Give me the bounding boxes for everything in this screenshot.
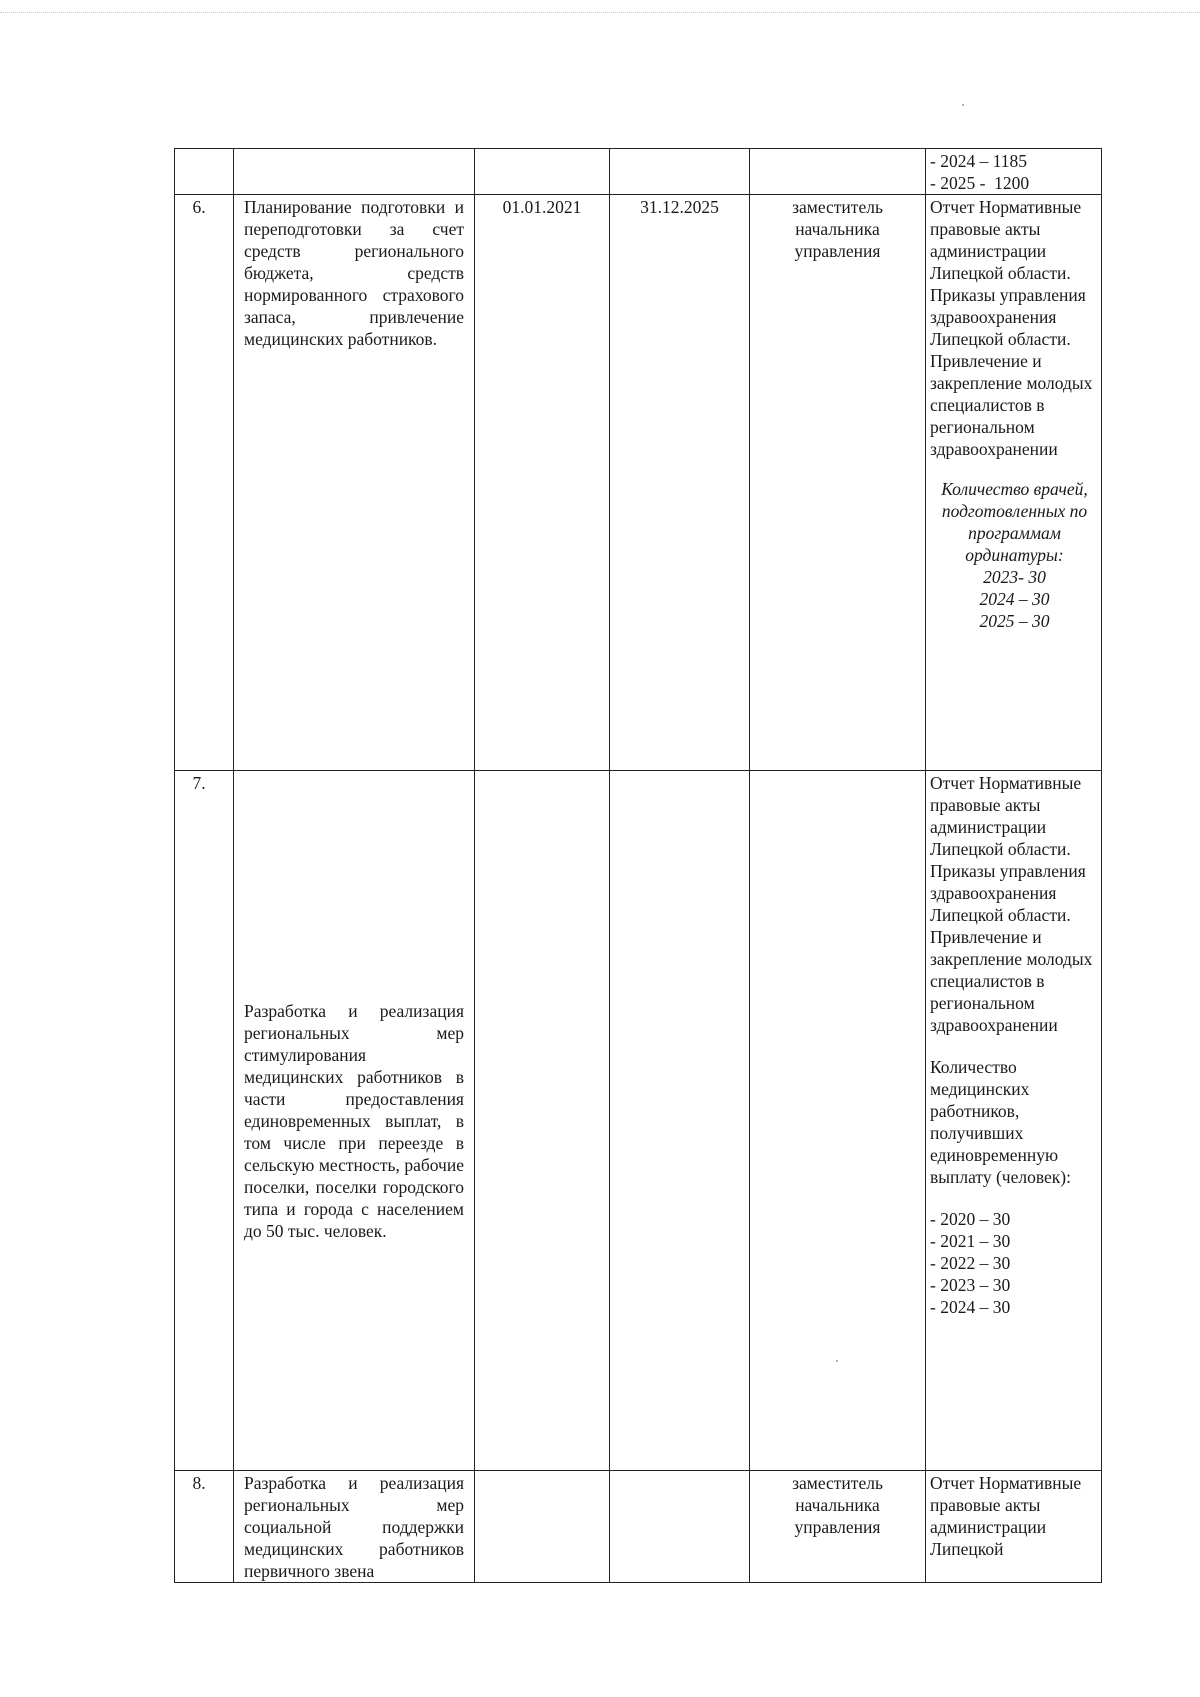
measure-description: Разработка и реализация региональных мер социальной поддержки медицинских работников первичного звена bbox=[234, 1471, 475, 1583]
measure-description: Планирование подготовки и переподготовки за счет средств регионального бюджета, средств нормированного страхового запаса, привлечение медицинских работников. bbox=[234, 195, 475, 771]
end-date bbox=[610, 771, 750, 1471]
table-row bbox=[175, 771, 1102, 1471]
result-indicator: Количество врачей, подготовленных по программам ординатуры: bbox=[941, 479, 1088, 565]
result-line: - 2020 – 30 bbox=[930, 1209, 1011, 1229]
result-line: - 2025 - 1200 bbox=[930, 173, 1030, 193]
measure-description: Разработка и реализация региональных мер стимулирования медицинских работников в части предоставления единовременных выплат, в том числе при переезде в сельскую местность, рабочие поселки, поселки городского типа и города с населением до 50 тыс. человек. bbox=[234, 771, 475, 1471]
result-line: 2023- 30 bbox=[983, 567, 1046, 587]
start-date bbox=[475, 1471, 610, 1583]
result-text: Отчет Нормативные правовые акты администрации Липецкой bbox=[930, 1473, 1082, 1559]
result-indicator: Количество медицинских работников, получивших единовременную выплату (человек): bbox=[930, 1057, 1071, 1187]
responsible-person: заместитель начальника управления bbox=[750, 195, 926, 771]
start-date: 01.01.2021 bbox=[475, 195, 610, 771]
responsible-person bbox=[750, 771, 926, 1471]
result-cell bbox=[926, 149, 1102, 195]
scan-top-edge bbox=[0, 12, 1200, 13]
result-text: Отчет Нормативные правовые акты администрации Липецкой области. Приказы управления здравоохранения Липецкой области. Привлечение и закрепление молодых специалистов в региональном здравоохранении bbox=[930, 773, 1093, 1035]
table-row bbox=[175, 149, 1102, 195]
result-line: 2025 – 30 bbox=[979, 611, 1050, 631]
responsible-person bbox=[750, 149, 926, 195]
end-date bbox=[610, 149, 750, 195]
result-line: - 2022 – 30 bbox=[930, 1253, 1011, 1273]
result-cell bbox=[926, 195, 1102, 771]
row-number bbox=[175, 149, 234, 195]
scan-speck bbox=[962, 104, 964, 106]
result-line: - 2021 – 30 bbox=[930, 1231, 1011, 1251]
row-number: 8. bbox=[175, 1471, 234, 1583]
start-date bbox=[475, 771, 610, 1471]
row-number: 6. bbox=[175, 195, 234, 771]
end-date: 31.12.2025 bbox=[610, 195, 750, 771]
table-row bbox=[175, 195, 1102, 771]
row-number: 7. bbox=[175, 771, 234, 1471]
plan-table bbox=[174, 148, 1102, 1583]
result-cell bbox=[926, 1471, 1102, 1583]
result-cell bbox=[926, 771, 1102, 1471]
end-date bbox=[610, 1471, 750, 1583]
result-line: - 2024 – 30 bbox=[930, 1297, 1011, 1317]
table-row bbox=[175, 1471, 1102, 1583]
responsible-person: заместитель начальника управления bbox=[750, 1471, 926, 1583]
result-line: 2024 – 30 bbox=[979, 589, 1050, 609]
measure-description bbox=[234, 149, 475, 195]
result-line: - 2023 – 30 bbox=[930, 1275, 1011, 1295]
result-line: - 2024 – 1185 bbox=[930, 151, 1028, 171]
start-date bbox=[475, 149, 610, 195]
result-text: Отчет Нормативные правовые акты администрации Липецкой области. Приказы управления здравоохранения Липецкой области. Привлечение и закрепление молодых специалистов в региональном здравоохранении bbox=[930, 197, 1093, 459]
